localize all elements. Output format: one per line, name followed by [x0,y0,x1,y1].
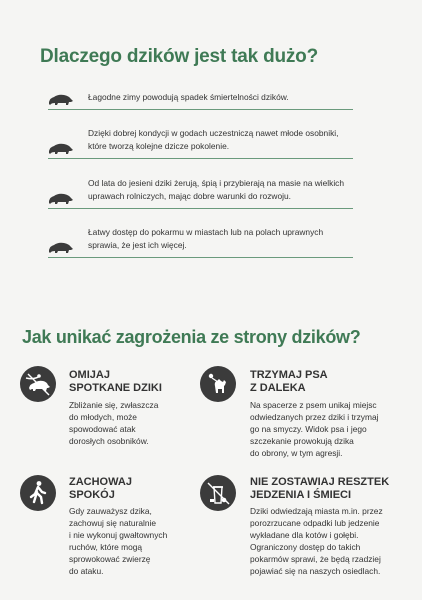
tip-heading-line: SPOKÓJ [69,488,115,501]
boar-icon [48,241,74,255]
tip-body-line: sprowokować zwierzę [69,554,151,564]
tip-heading-line: TRZYMAJ PSA [250,369,328,381]
tip-heading-line: ZACHOWAJ [69,476,132,488]
tip-body-line: Na spacerze z psem unikaj miejsc [250,400,377,410]
tip-body-line: Ograniczony dostęp do takich [250,542,361,552]
fact-text-line: które tworzą kolejne dzicze pokolenie. [88,140,230,151]
fact-item [48,224,353,258]
tip-body-line: wykładane dla kotów i gołębi. [250,530,359,540]
tip-body-line: do ataku. [69,566,104,576]
tip-body-line: Zbliżanie się, zwłaszcza [69,400,159,410]
tip-body [250,399,378,459]
fact-divider [48,109,353,110]
tip-body [250,505,383,577]
fact-text-line: Od lata do jesieni dziki żerują, śpią i przybierają na masie na wielkich [88,178,345,188]
tip-heading-line: NIE ZOSTAWIAJ RESZTEK [250,476,390,488]
boar-icon [48,142,74,156]
tip-heading [69,476,132,501]
fact-text-line: uprawach rolniczych, mając dobre warunki do rozwoju. [88,190,291,201]
section-title-why: Dlaczego dzików jest tak dużo? [40,46,318,67]
tip-body-line: ruchów, które mogą [69,542,143,552]
tip-body-line: pokarmów sprawi, że będą rzadziej [250,554,381,564]
fact-item [48,125,353,159]
tip-heading-line: JEDZENIA I ŚMIECI [250,488,352,501]
tip-heading [250,369,328,394]
fact-text-line: Dzięki dobrej kondycji w godach uczestniczą nawet młode osobniki, [88,128,339,138]
tip-body-line: do młodych, może [69,412,137,422]
dog-on-leash-icon [200,366,236,402]
no-litter-icon [200,475,236,511]
tip-body-line: Dziki odwiedzają miasta m.in. przez [250,506,383,516]
tip-heading [250,476,389,501]
tip-body-line: spowodować atak [69,424,136,434]
fact-text-line: Łagodne zimy powodują spadek śmiertelności dzików. [88,92,289,102]
fact-divider [48,257,353,258]
fact-item [48,175,353,209]
fact-item [48,85,353,110]
tip-heading-line: SPOTKANE DZIKI [69,381,162,394]
tip-body-line: odwiedzanych przez dziki i trzymaj [250,412,379,422]
fact-divider [48,158,353,159]
fact-divider [48,208,353,209]
tip-heading-line: OMIJAJ [69,369,110,381]
fact-text-line: Łatwy dostęp do pokarmu w miastach lub na polach uprawnych [88,227,324,237]
boar-icon [48,93,74,107]
tip-body-line: szczekanie prowokują dzika [250,436,354,446]
tip-body-line: do obrony, w tym agresji. [250,448,343,458]
tip-heading-line: Z DALEKA [250,381,306,394]
tip-body-line: go na smyczy. Widok psa i jego [250,424,367,434]
tip-body-line: zachowuj się naturalnie [69,518,157,528]
tip-body-line: porozrzucane odpadki lub jedzenie [250,518,380,528]
tip-body-line: Gdy zauważysz dzika, [69,506,152,516]
tip-body-line: dorosłych osobników. [69,436,149,446]
section-title-how: Jak unikać zagrożenia ze strony dzików? [22,327,361,347]
no-hunting-boar-icon [20,366,56,402]
walking-person-icon [20,475,56,511]
fact-text-line: sprawia, że jest ich więcej. [88,239,187,250]
tip-body [69,505,167,577]
tip-body [69,399,158,447]
tip-heading [69,369,162,394]
boar-icon [48,192,74,206]
tip-body-line: i nie wykonuj gwałtownych [69,530,168,540]
tip-body-line: pojawiać się na naszych osiedlach. [250,566,381,576]
